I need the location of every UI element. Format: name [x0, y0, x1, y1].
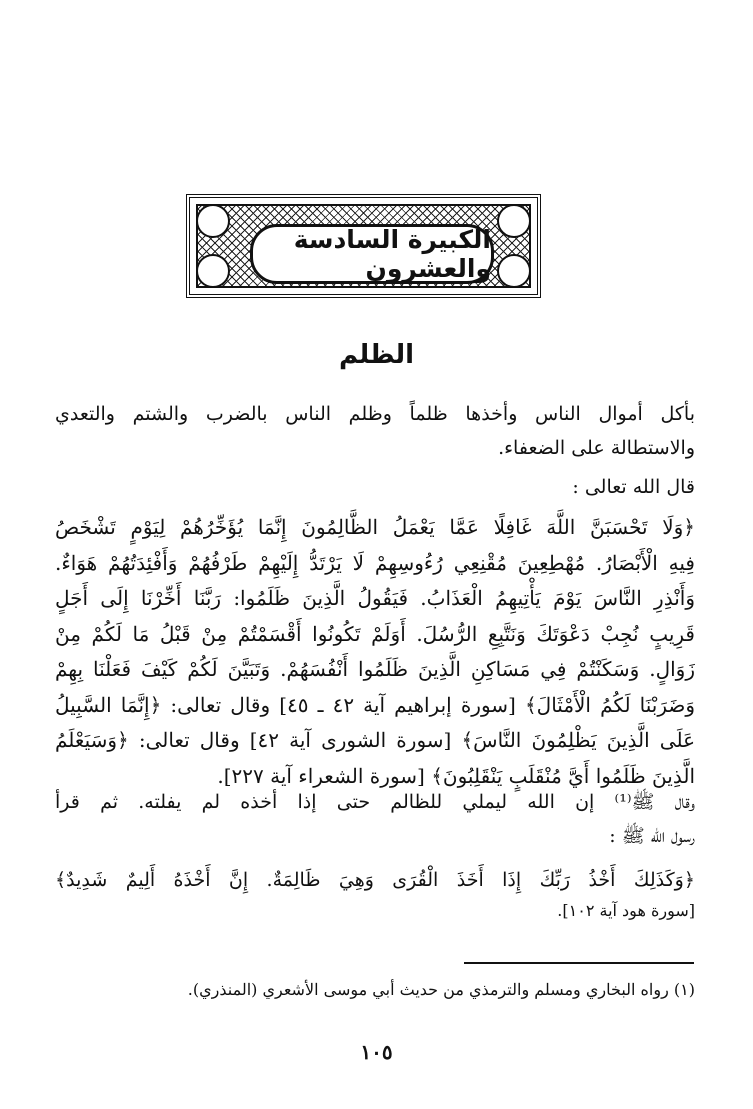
intro-paragraph	[55, 397, 695, 465]
hadith-line: رسول الله ﷺ :	[609, 825, 695, 847]
verse-line: ﴿وَلَا تَحْسَبَنَّ اللَّهَ غَافِلًا عَمَّا يَعْمَلُ الظَّالِمُونَ إِنَّمَا يُؤَخِّرُهُمْ لِيَوْمٍ تَشْخَصُ	[55, 515, 695, 539]
page-number: ١٠٥	[360, 1040, 393, 1064]
footnote: (١) رواه البخاري ومسلم والترمذي من حديث أبي موسى الأشعري (المنذري).	[187, 980, 695, 999]
verse-line: قَرِيبٍ نُجِبْ دَعْوَتَكَ وَنَتَّبِعِ الرُّسُلَ. أَوَلَمْ تَكُونُوا أَقْسَمْتُمْ مِنْ قَبْلُ مَا لَكُمْ مِنْ	[55, 621, 695, 646]
verse-line: فِيهِ الْأَبْصَارُ. مُهْطِعِينَ مُقْنِعِي رُءُوسِهِمْ لَا يَرْتَدُّ إِلَيْهِمْ طَرْفُهُمْ وَأَفْئِدَتُهُمْ هَوَاءٌ.	[55, 550, 695, 575]
verse2-reference-paragraph	[55, 894, 695, 928]
ornament-corner	[497, 254, 531, 288]
verse-line: وَضَرَبْنَا لَكُمُ الْأَمْثَالَ﴾ [سورة إبراهيم آية ٤٢ ـ ٤٥] وقال تعالى: ﴿إِنَّمَا السَّبِيلُ	[55, 692, 696, 717]
quote-intro-paragraph	[55, 470, 695, 504]
ornament-corner	[196, 204, 230, 238]
intro-line: والاستطالة على الضعفاء.	[498, 437, 695, 459]
hadith-line: وقال ﷺ⁽¹⁾ إن الله ليملي للظالم حتى إذا أخذه لم يفلته. ثم قرأ	[55, 791, 695, 813]
verse2-text: ﴿وَكَذَلِكَ أَخْذُ رَبِّكَ إِذَا أَخَذَ الْقُرَى وَهِيَ ظَالِمَةٌ. إِنَّ أَخْذَهُ أَلِيمٌ شَدِيدٌ﴾	[55, 869, 695, 891]
verse2-paragraph	[55, 863, 695, 897]
section-title: الظلم	[338, 340, 414, 370]
ornament-pattern	[196, 204, 531, 288]
verses-paragraph	[55, 510, 695, 794]
verse-line: عَلَى الَّذِينَ يَظْلِمُونَ النَّاسَ﴾ [سورة الشورى آية ٤٢] وقال تعالى: ﴿وَسَيَعْلَمُ	[55, 728, 696, 752]
chapter-title-cartouche	[250, 224, 494, 284]
intro-line: بأكل أموال الناس وأخذها ظلماً وظلم الناس بالضرب والشتم والتعدي	[55, 403, 695, 425]
verse2-reference: [سورة هود آية ١٠٢].	[557, 901, 695, 920]
verse-line: الَّذِينَ ظَلَمُوا أَيَّ مُنْقَلَبٍ يَنْقَلِبُونَ﴾ [سورة الشعراء آية ٢٢٧].	[217, 763, 695, 788]
hadith-paragraph	[55, 785, 695, 853]
verse-line: وَأَنْذِرِ النَّاسَ يَوْمَ يَأْتِيهِمُ الْعَذَابُ. فَيَقُولُ الَّذِينَ ظَلَمُوا: رَبَّنَا أَخِّرْنَا إِلَى أَجَلٍ	[55, 586, 695, 610]
footnote-separator	[464, 962, 694, 964]
chapter-title-frame	[186, 194, 541, 298]
verse-line: زَوَالٍ. وَسَكَنْتُمْ فِي مَسَاكِنِ الَّذِينَ ظَلَمُوا أَنْفُسَهُمْ. وَتَبَيَّنَ لَكُمْ كَيْفَ فَعَلْنَا بِهِمْ	[55, 657, 695, 681]
quote-intro: قال الله تعالى :	[572, 476, 695, 498]
ornament-corner	[196, 254, 230, 288]
chapter-title: الكبيرة السادسة والعشرون	[293, 225, 491, 283]
ornament-corner	[497, 204, 531, 238]
